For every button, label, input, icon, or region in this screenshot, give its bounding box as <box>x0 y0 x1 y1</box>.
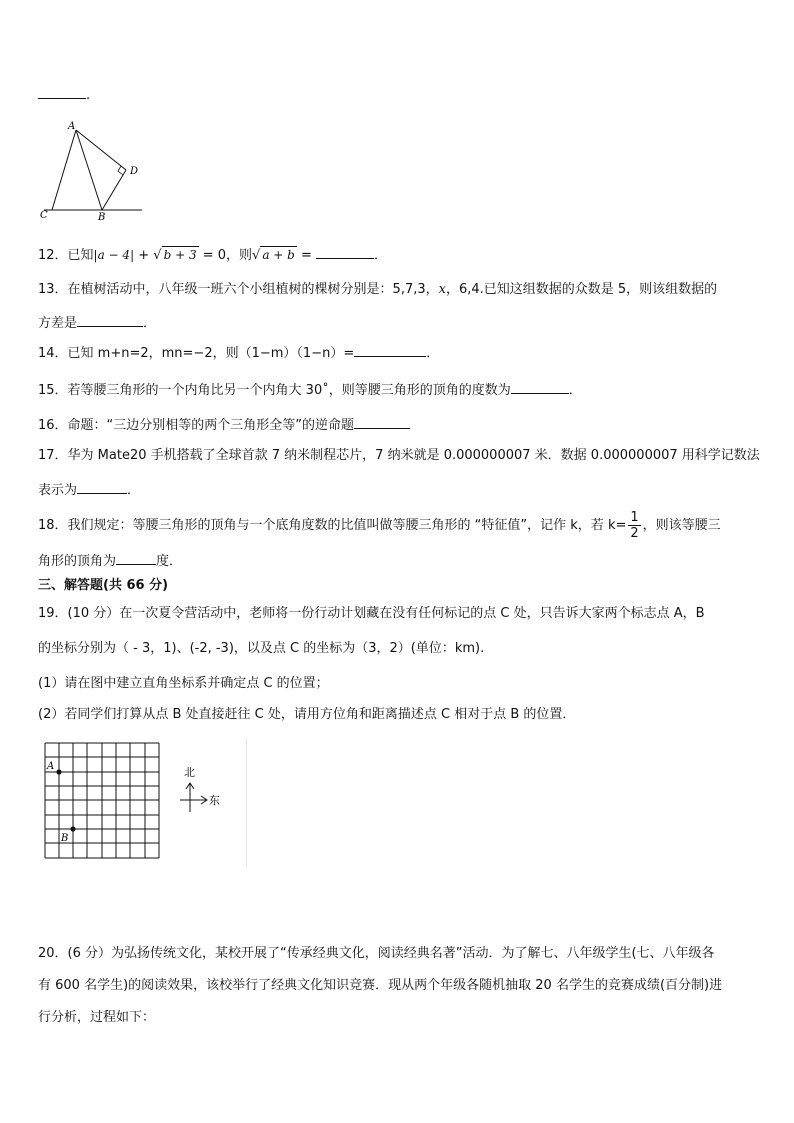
question-19-line1: 19．(10 分）在一次夏令营活动中，老师将一份行动计划藏在没有任何标记的点 C 处，只告诉大家两个标志点 A，B <box>38 606 705 621</box>
answer-blank <box>116 552 156 565</box>
side-ac <box>52 130 76 210</box>
fraction-one-half: $\frac{1}{2}$ <box>630 510 639 541</box>
question-15: 15．若等腰三角形的一个内角比另一个内角大 30˚，则等腰三角形的顶角的度数为 ． <box>38 383 582 398</box>
question-13-line1: 13．在植树活动中，八年级一班六个小组植树的棵树分别是：5,7,3，x，6,4.已知这组数据的众数是 5，则该组数据的 <box>38 282 718 297</box>
question-14: 14．已知 m+n=2，mn=−2，则（1−m）（1−n）= ． <box>38 346 440 361</box>
point-b <box>70 826 75 831</box>
answer-blank <box>77 481 127 494</box>
answer-blank <box>354 416 410 429</box>
question-20-line2: 有 600 名学生)的阅读效果，该校举行了经典文化知识竞赛．现从两个年级各随机抽取 20 名学生的竞赛成绩(百分制)进 <box>38 978 723 993</box>
answer-blank <box>38 86 86 99</box>
north-label: 北 <box>184 766 195 779</box>
point-a <box>56 769 61 774</box>
answer-blank <box>354 344 426 357</box>
label-a: A <box>68 121 76 132</box>
question-16: 16．命题：“三边分别相等的两个三角形全等”的逆命题 <box>38 416 410 434</box>
grid-label-b: B <box>61 833 69 844</box>
answer-blank <box>316 246 374 259</box>
question-12: 12．已知|a − 4| + √ b + 3 = 0，则√ a + b = ． <box>38 248 388 263</box>
question-20-line1: 20．(6 分）为弘扬传统文化，某校开展了“传承经典文化，阅读经典名著”活动．为了解七、八年级学生(七、八年级各 <box>38 946 715 961</box>
grid-label-a: A <box>47 761 55 772</box>
question-18-line2: 角形的顶角为 度． <box>38 554 183 569</box>
label-b: B <box>98 212 106 223</box>
question-17-line2: 表示为 ． <box>38 483 141 498</box>
question-18-line1: 18．我们规定：等腰三角形的顶角与一个底角度数的比值叫做等腰三角形的 “特征值”，记作 k，若 k= $\frac{1}{2}$ ，则该等腰三 <box>38 510 721 541</box>
question-20-line3: 行分析，过程如下： <box>38 1010 156 1025</box>
compass <box>176 764 230 816</box>
side-ad <box>76 130 126 170</box>
previous-answer-line: . <box>38 86 90 104</box>
side-ab <box>76 130 102 210</box>
question-17-line1: 17．华为 Mate20 手机搭载了全球首款 7 纳米制程芯片，7 纳米就是 0.000000007 米．数据 0.000000007 用科学记数法 <box>38 448 760 463</box>
question-13-line2: 方差是 ． <box>38 316 157 331</box>
triangle-figure <box>36 118 156 223</box>
figure-border <box>246 738 247 866</box>
coordinate-grid <box>44 742 162 860</box>
east-label: 东 <box>209 794 220 807</box>
question-19-sub1: (1）请在图中建立直角坐标系并确定点 C 的位置； <box>38 676 329 691</box>
question-19-line2: 的坐标分别为（ - 3，1)、(-2, -3)，以及点 C 的坐标为（3，2）(单位：km). <box>38 641 485 656</box>
label-c: C <box>40 210 48 221</box>
section-title: 三、解答题(共 66 分) <box>38 578 169 593</box>
label-d: D <box>130 166 139 177</box>
question-19-sub2: (2）若同学们打算从点 B 处直接赶往 C 处，请用方位角和距离描述点 C 相对于点 B 的位置． <box>38 707 576 722</box>
answer-blank <box>511 381 569 394</box>
side-db <box>102 170 126 210</box>
answer-blank <box>77 314 143 327</box>
